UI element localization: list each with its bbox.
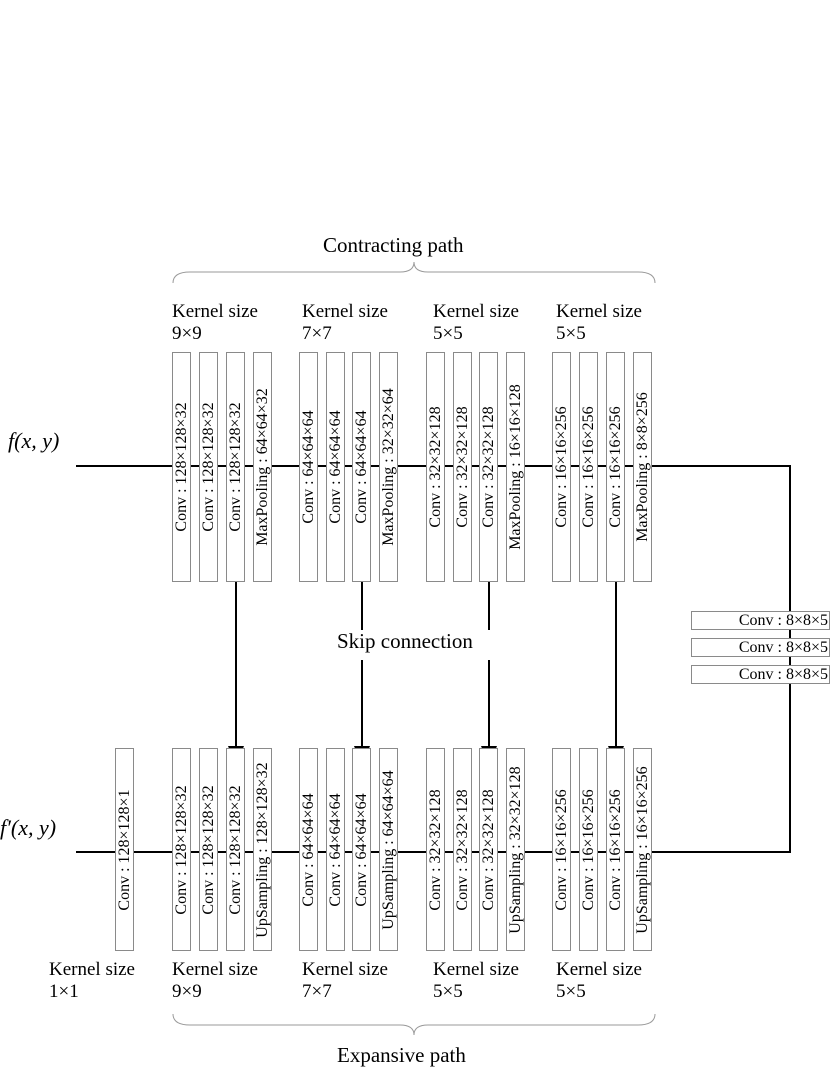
expansive-layer: Conv : 32×32×128 xyxy=(479,748,498,951)
expansive-layer: Conv : 16×16×256 xyxy=(552,748,571,951)
upsampling-layer: UpSampling : 32×32×128 xyxy=(506,748,525,951)
upsampling-layer: UpSampling : 64×64×64 xyxy=(379,748,398,951)
skip-connection-label: Skip connection xyxy=(337,629,473,653)
expansive-layer: Conv : 32×32×128 xyxy=(426,748,445,951)
contracting-layer: Conv : 64×64×64 xyxy=(299,352,318,582)
contracting-layer: Conv : 128×128×32 xyxy=(226,352,245,582)
maxpooling-layer: MaxPooling : 32×32×64 xyxy=(379,352,398,582)
contracting-kernel-3: Kernel size 5×5 xyxy=(433,301,519,344)
output-function-label: f′(x, y) xyxy=(0,815,57,840)
maxpooling-layer: MaxPooling : 8×8×256 xyxy=(633,352,652,582)
skip-line-3b xyxy=(488,660,490,748)
expansive-layer: Conv : 16×16×256 xyxy=(579,748,598,951)
expansive-layer: Conv : 16×16×256 xyxy=(606,748,625,951)
expansive-kernel-1: Kernel size 1×1 xyxy=(49,959,135,1002)
expansive-path-title: Expansive path xyxy=(337,1043,466,1067)
skip-line-3 xyxy=(488,582,490,630)
contracting-kernel-4: Kernel size 5×5 xyxy=(556,301,642,344)
expansive-kernel-2: Kernel size 9×9 xyxy=(172,959,258,1002)
contracting-layer: Conv : 16×16×256 xyxy=(579,352,598,582)
expansive-layer: Conv : 64×64×64 xyxy=(326,748,345,951)
expansive-layer: Conv : 128×128×32 xyxy=(226,748,245,951)
contracting-layer: Conv : 32×32×128 xyxy=(426,352,445,582)
contracting-layer: Conv : 128×128×32 xyxy=(199,352,218,582)
expansive-kernel-4: Kernel size 5×5 xyxy=(433,959,519,1002)
skip-line-2b xyxy=(361,660,363,748)
contracting-layer: Conv : 128×128×32 xyxy=(172,352,191,582)
bottleneck-layer: Conv : 8×8×5 xyxy=(691,665,830,684)
maxpooling-layer: MaxPooling : 16×16×128 xyxy=(506,352,525,582)
contracting-layer: Conv : 64×64×64 xyxy=(352,352,371,582)
contracting-path-title: Contracting path xyxy=(323,233,464,257)
expansive-layer: Conv : 32×32×128 xyxy=(453,748,472,951)
expansive-layer: Conv : 128×128×32 xyxy=(199,748,218,951)
expansive-layer: Conv : 64×64×64 xyxy=(352,748,371,951)
bottleneck-layer: Conv : 8×8×5 xyxy=(691,611,830,630)
output-conv-layer: Conv : 128×128×1 xyxy=(115,748,134,951)
skip-line-2 xyxy=(361,582,363,630)
bottleneck-layer: Conv : 8×8×5 xyxy=(691,638,830,657)
contracting-layer: Conv : 64×64×64 xyxy=(326,352,345,582)
upsampling-layer: UpSampling : 16×16×256 xyxy=(633,748,652,951)
contracting-layer: Conv : 32×32×128 xyxy=(453,352,472,582)
expansive-layer: Conv : 128×128×32 xyxy=(172,748,191,951)
expansive-kernel-5: Kernel size 5×5 xyxy=(556,959,642,1002)
contracting-kernel-1: Kernel size 9×9 xyxy=(172,301,258,344)
contracting-layer: Conv : 16×16×256 xyxy=(552,352,571,582)
expansive-kernel-3: Kernel size 7×7 xyxy=(302,959,388,1002)
contracting-layer: Conv : 16×16×256 xyxy=(606,352,625,582)
expansive-layer: Conv : 64×64×64 xyxy=(299,748,318,951)
upsampling-layer: UpSampling : 128×128×32 xyxy=(253,748,272,951)
skip-line-4 xyxy=(615,582,617,748)
right-connector xyxy=(789,465,791,853)
contracting-kernel-2: Kernel size 7×7 xyxy=(302,301,388,344)
input-function-label: f(x, y) xyxy=(8,428,60,453)
skip-line-1 xyxy=(235,582,237,748)
maxpooling-layer: MaxPooling : 64×64×32 xyxy=(253,352,272,582)
contracting-layer: Conv : 32×32×128 xyxy=(479,352,498,582)
